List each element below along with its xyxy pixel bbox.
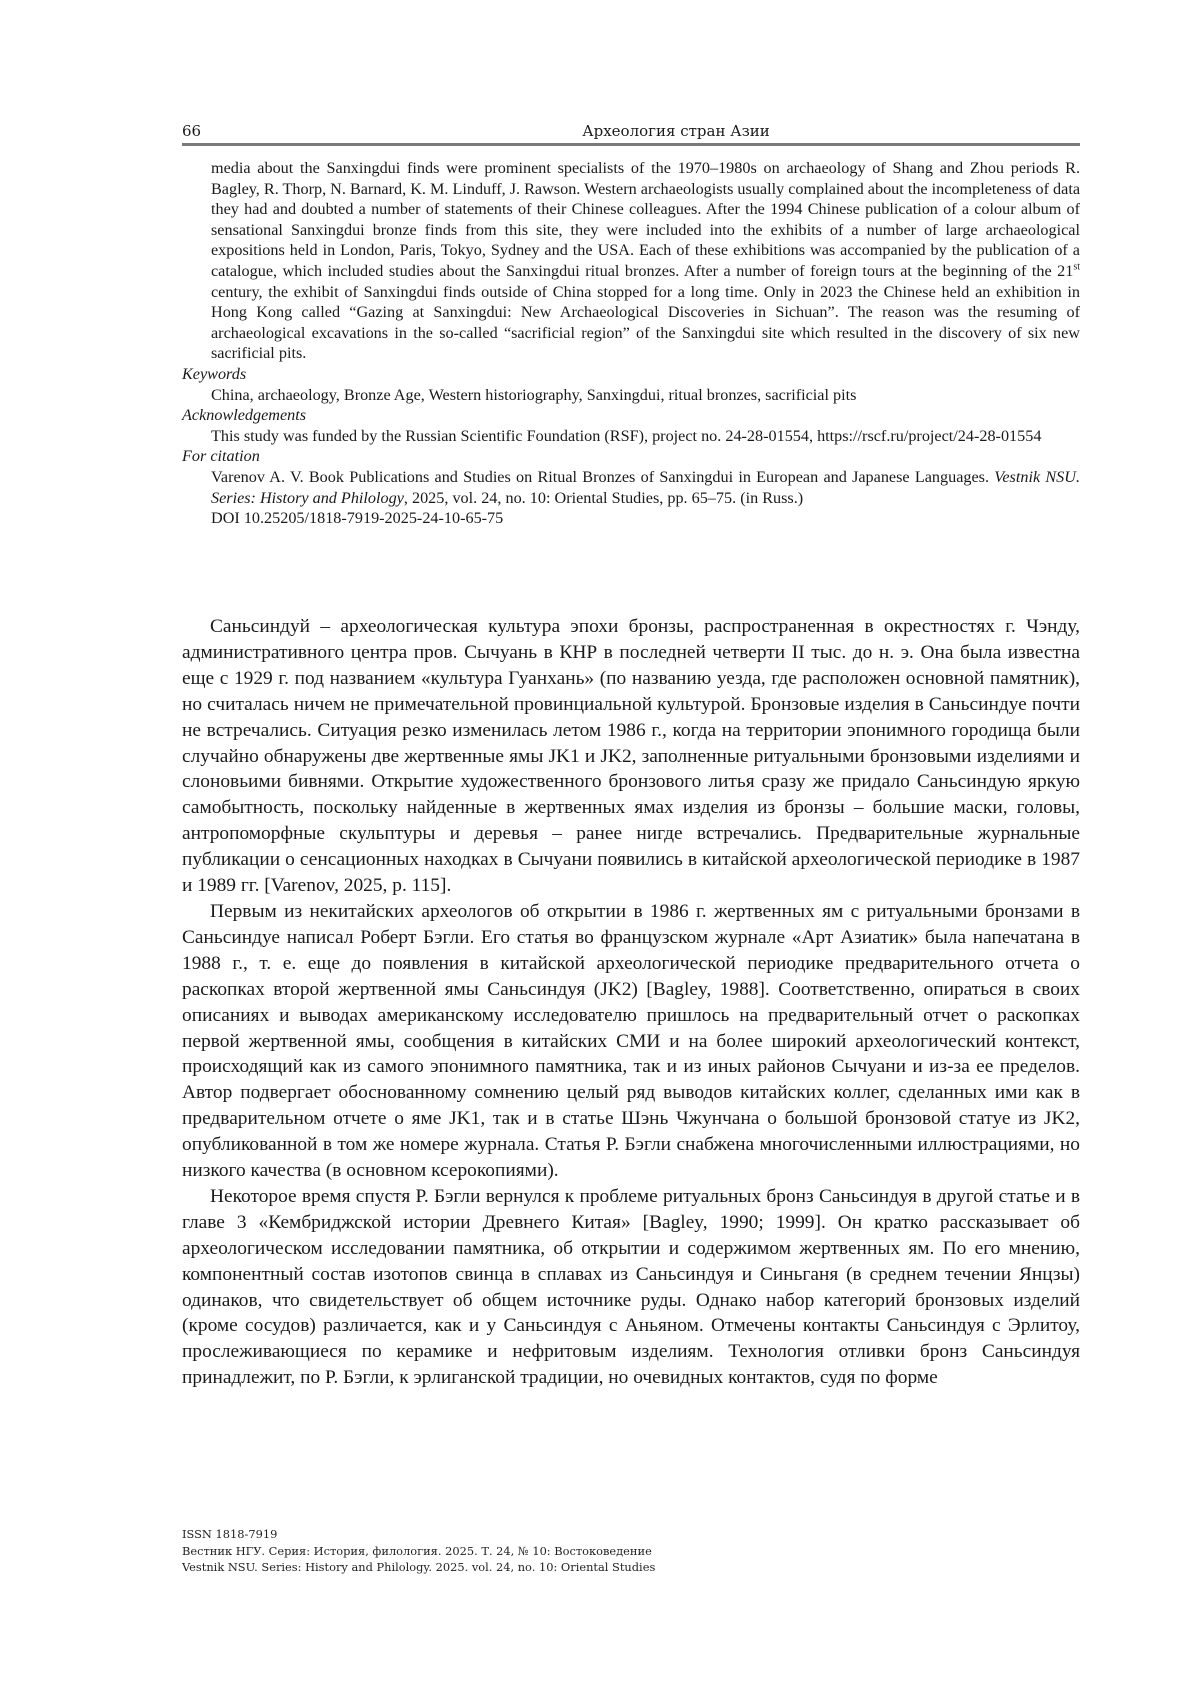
superscript-st: st: [1073, 261, 1080, 273]
running-header: [182, 118, 1080, 142]
citation-journal: Vestnik NSU. Series: History and Philology: [211, 467, 1081, 507]
footer-journal-ru: Вестник НГУ. Серия: История, филология. 2025. Т. 24, № 10: Востоковедение: [182, 1543, 652, 1558]
running-header-title: Археология стран Азии: [582, 122, 770, 140]
citation-doi: DOI 10.25205/1818-7919-2025-24-10-65-75: [211, 509, 504, 528]
header-rule: [182, 143, 1080, 146]
abstract-text: media about the Sanxingdui finds were prominent specialists of the 1970–1980s on archaeology of Shang and Zhou periods R. Bagley, R. Thorp, N. Barnard, K. M. Linduff, J. Rawson. Western archaeologists usually complained about the incompleteness of data they had and doubted a number of statements of their Chinese colleagues. After the 1994 Chinese publication of a colour album of sensational Sanxingdui bronze finds from this site, they were included into the exhibits of a number of large archaeological expositions held in London, Paris, Tokyo, Sydney and the USA. Each of these exhibitions was accompanied by the publication of a catalogue, which included studies about the Sanxingdui ritual bronzes. After a number of foreign tours at the beginning of the 21st century, the exhibit of Sanxingdui finds outside of China stopped for a long time. Only in 2023 the Chinese held an exhibition in Hong Kong called “Gazing at Sanxingdui: New Archaeological Discoveries in Sichuan”. The reason was the resuming of archaeological excavations in the so-called “sacrificial region” of the Sanxingdui site which resulted in the discovery of six new sacrificial pits.: [211, 159, 1080, 363]
citation-label: For citation: [182, 447, 260, 466]
acknowledgements-label: Acknowledgements: [182, 406, 307, 425]
acknowledgements-text: This study was funded by the Russian Scientific Foundation (RSF), project no. 24-28-01554, https://rscf.ru/project/24-28-01554: [211, 426, 1042, 445]
page-footer: [182, 1526, 882, 1576]
footer-issn: ISSN 1818-7919: [182, 1527, 278, 1541]
keywords-label: Keywords: [182, 364, 247, 383]
citation-text: Varenov A. V. Book Publications and Studies on Ritual Bronzes of Sanxingdui in European and Japanese Languages. Vestnik NSU. Series: History and Philology, 2025, vol. 24, no. 10: Oriental Studies, pp. 65–75. (in Russ.) DOI 10.25205/1818-7919-2025-24-10-65-75: [211, 467, 1081, 528]
body-paragraph: Первым из некитайских археологов об открытии в 1986 г. жертвенных ям с ритуальными бронзами в Саньсиндуе написал Роберт Бэгли. Его статья во французском журнале «Арт Азиатик» была напечатана в 1988 г., т. е. еще до появления в китайской археологической периодике предварительного отчета о раскопках второй жертвенной ямы Саньсиндуя (JK2) [Bagley, 1988]. Соответственно, опираться в своих описаниях и выводах американскому исследователю пришлось на предварительный отчет о раскопках первой жертвенной ямы, сообщения в китайских СМИ и на более широкий археологический контекст, происходящий как из самого эпонимного памятника, так и из иных районов Сычуани и из-за ее пределов. Автор подвергает обоснованному сомнению целый ряд выводов китайских коллег, сделанных ими как в предварительном отчете о яме JK1, так и в статье Шэнь Чжунчана о большой бронзовой статуе из JK2, опубликованной в том же номере журнала. Статья Р. Бэгли снабжена многочисленными иллюстрациями, но низкого качества (в основном ксерокопиями).: [182, 900, 1080, 1182]
body-paragraph: Саньсиндуй – археологическая культура эпохи бронзы, распространенная в окрестностях г. Чэнду, административного центра пров. Сычуань в КНР в последней четверти II тыс. до н. э. Она была известна еще с 1929 г. под названием «культура Гуанхань» (по названию уезда, где расположен основной памятник), но считалась ничем не примечательной провинциальной культурой. Бронзовые изделия в Саньсиндуе почти не встречались. Ситуация резко изменилась летом 1986 г., когда на территории эпонимного городища были случайно обнаружены две жертвенные ямы JK1 и JK2, заполненные ритуальными бронзовыми изделиями и слоновьими бивнями. Открытие художественного бронзового литья сразу же придало Саньсиндую яркую самобытность, поскольку найденные в жертвенных ямах изделия из бронзы – большие маски, головы, антропоморфные скульптуры и деревья – ранее нигде встречались. Предварительные журнальные публикации о сенсационных находках в Сычуани появились в китайской археологической периодике в 1987 и 1989 гг. [Varenov, 2025, p. 115].: [182, 616, 1080, 897]
keywords-text: China, archaeology, Bronze Age, Western historiography, Sanxingdui, ritual bronzes, sacrificial pits: [211, 385, 857, 404]
english-abstract: [182, 158, 1080, 529]
page-number: 66: [182, 122, 202, 140]
footer-journal-en: Vestnik NSU. Series: History and Philology. 2025. vol. 24, no. 10: Oriental Studies: [182, 1560, 656, 1574]
body-paragraph: Некоторое время спустя Р. Бэгли вернулся к проблеме ритуальных бронз Саньсиндуя в другой статье и в главе 3 «Кембриджской истории Древнего Китая» [Bagley, 1990; 1999]. Он кратко рассказывает об археологическом исследовании памятника, об открытии и содержимом жертвенных ям. По его мнению, компонентный состав изотопов свинца в сплавах из Саньсиндуя и Синьганя (в среднем течении Янцзы) одинаков, что свидетельствует об общем источнике руды. Однако набор категорий бронзовых изделий (кроме сосудов) различается, как и у Саньсиндуя с Аньяном. Отмечены контакты Саньсиндуя с Эрлитоу, прослеживающиеся по керамике и нефритовым изделиям. Технология отливки бронз Саньсиндуя принадлежит, по Р. Бэгли, к эрлиганской традиции, но очевидных контактов, судя по форме: [182, 1185, 1080, 1389]
article-body: [182, 614, 1080, 1391]
